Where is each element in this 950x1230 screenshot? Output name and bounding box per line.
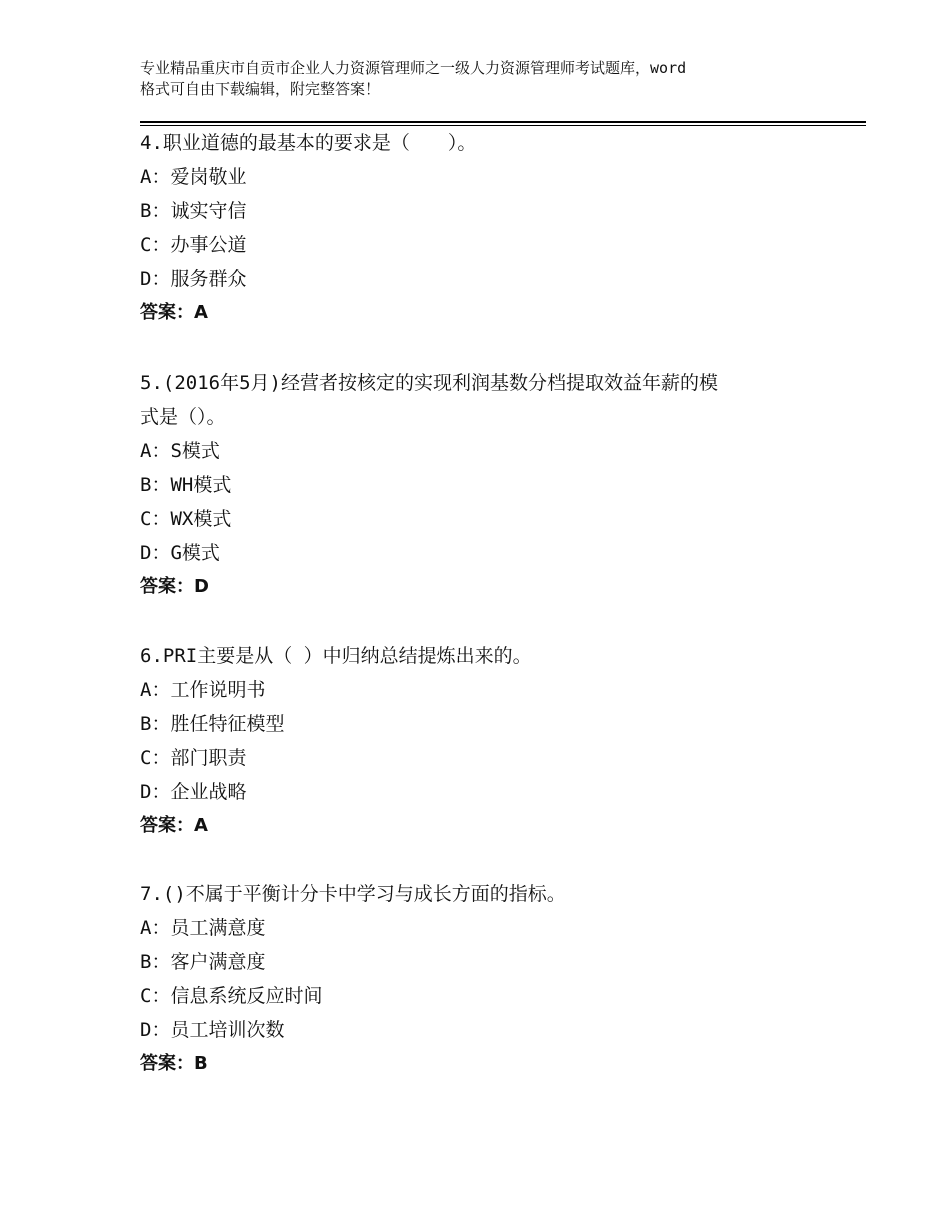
header-divider-thick: [140, 121, 866, 123]
option-b: B：客户满意度: [140, 951, 266, 973]
question-stem-line-2: 式是（）。: [140, 406, 226, 428]
option-a: A：工作说明书: [140, 679, 266, 701]
option-b: B：胜任特征模型: [140, 713, 285, 735]
answer-label: 答案：D: [140, 576, 209, 597]
answer-label: 答案：A: [140, 815, 208, 836]
question-5: [140, 366, 830, 604]
option-d: D：企业战略: [140, 781, 247, 803]
question-stem-line-1: 5.(2016年5月)经营者按核定的实现利润基数分档提取效益年薪的模: [140, 372, 718, 394]
answer-label: 答案：B: [140, 1053, 208, 1074]
header-line-1: 专业精品重庆市自贡市企业人力资源管理师之一级人力资源管理师考试题库，word: [140, 59, 687, 77]
question-6: [140, 639, 830, 843]
question-stem: 4.职业道德的最基本的要求是（ ）。: [140, 132, 477, 154]
option-c: C：WX模式: [140, 508, 232, 530]
option-a: A：爱岗敬业: [140, 166, 247, 188]
question-4: [140, 126, 830, 330]
question-7: [140, 877, 830, 1081]
option-d: D：服务群众: [140, 268, 247, 290]
option-c: C：信息系统反应时间: [140, 985, 323, 1007]
option-b: B：诚实守信: [140, 200, 247, 222]
option-c: C：办事公道: [140, 234, 247, 256]
option-c: C：部门职责: [140, 747, 247, 769]
document-header: [140, 58, 830, 100]
option-a: A：S模式: [140, 440, 220, 462]
answer-label: 答案：A: [140, 302, 208, 323]
option-a: A：员工满意度: [140, 917, 266, 939]
option-b: B：WH模式: [140, 474, 232, 496]
option-d: D：员工培训次数: [140, 1019, 285, 1041]
question-stem: 7.()不属于平衡计分卡中学习与成长方面的指标。: [140, 883, 566, 905]
header-line-2: 格式可自由下载编辑，附完整答案！: [140, 80, 381, 98]
question-stem: 6.PRI主要是从（ ）中归纳总结提炼出来的。: [140, 645, 532, 667]
option-d: D：G模式: [140, 542, 220, 564]
